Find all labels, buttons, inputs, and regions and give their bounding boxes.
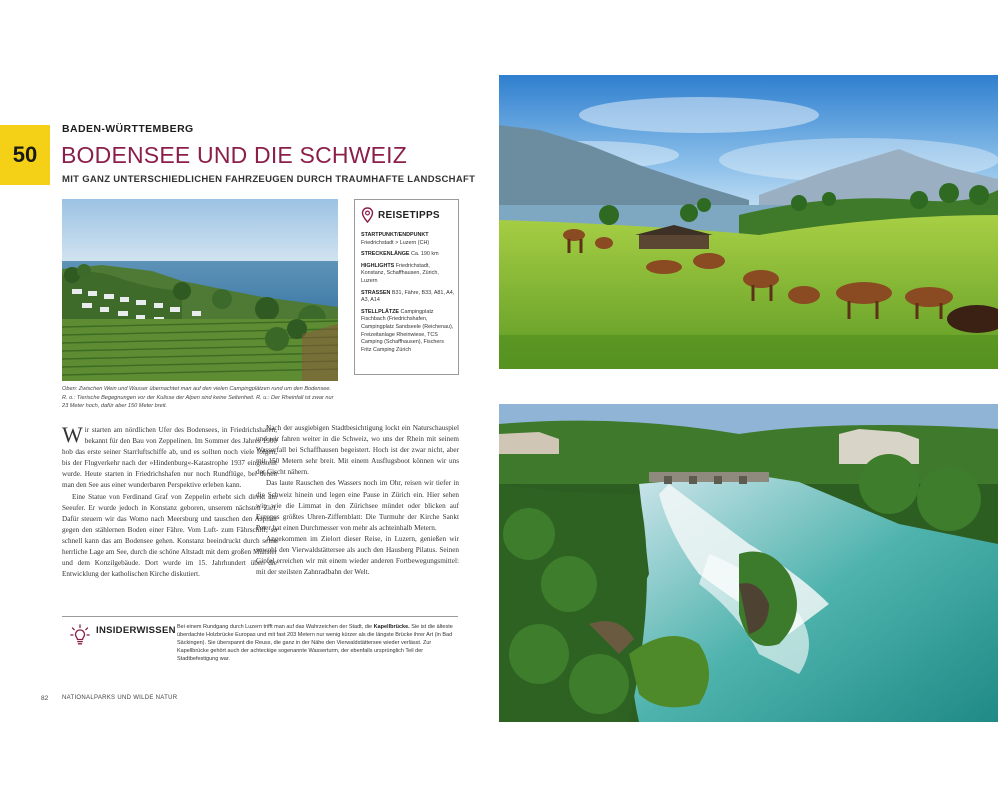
tip-text: B31, Fähre, B33, A81, A4, A3, A14 bbox=[361, 289, 455, 304]
tip-item bbox=[361, 263, 455, 286]
insider-divider bbox=[62, 616, 458, 617]
drop-cap: W bbox=[62, 422, 83, 447]
region-label: BADEN-WÜRTTEMBERG bbox=[62, 123, 194, 135]
section-footer: NATIONALPARKS UND WILDE NATUR bbox=[62, 695, 178, 701]
tip-text: Campingplatz Fischbach (Friedrichshafen, Campingplatz Sandseele (Reichenau), Freizeitanlage Rheinwiese, TCS Camping (Schaffhausen), Fischers Fritz Camping Zürich bbox=[361, 308, 454, 353]
insider-highlight: Kapellbrücke. bbox=[373, 624, 410, 630]
right-page bbox=[499, 75, 1000, 722]
left-page bbox=[0, 75, 499, 722]
tip-text: Friedrichstadt > Luzern (CH) bbox=[361, 239, 430, 246]
body-paragraph: Das laute Rauschen des Wassers noch im Ohr, reisen wir tiefer in die Schweiz hinein und legen eine Pause in Zürich ein. Hier sehen wir, wie die Limmat in den Zürichsee mündet oder blicken auf Europas größtes Uhren-Ziffernblatt: Die Turmuhr der Kirche Sankt Peter hat einen Durchmesser von mehr als achteinhalb Metern. bbox=[256, 479, 459, 532]
tip-label: STARTPUNKT/ENDPUNKT bbox=[361, 232, 429, 238]
body-paragraph: Eine Statue von Ferdinand Graf von Zeppelin erhebt sich direkt am Seeufer. Er wurde jedoch in Konstanz geboren, unserem nächsten Ziel. Dafür steuern wir das Womo nach Meersburg und tauschen den Asphalt gegen den stählernen Boden einer Fähre. Vom Luft- zum Fährschiff, so schnell kann das am Bodensee gehen. Konstanz beeindruckt durch seine herrliche Lage am See, durch die schöne Altstadt mit dem großen Münster und dem Konzilgebäude. Dort wurde im 15. Jahrhundert über die Entwicklung der katholischen Kirche diskutiert. bbox=[62, 492, 277, 579]
lightbulb-icon bbox=[70, 624, 90, 646]
book-spread bbox=[0, 75, 1000, 722]
photo-caption: Oben: Zwischen Wein und Wasser übernachtet man auf den vielen Campingplätzen rund um den Bodensee. R. o.: Tierische Begegnungen vor der Kulisse der Alpen sind keine Seltenheit. R. u.: Der Rheinfall ist zwar nur 23 Meter hoch, dafür aber 150 Meter breit. bbox=[62, 386, 334, 409]
rhine-falls-photo bbox=[499, 404, 998, 722]
insider-text-end: Sie ist die älteste überdachte Holzbrücke Europas und mit fast 203 Metern nur wenig kürzer als die längste Brücke ihrer Art (in Bad Säckingen). Sie überspannt die Reuss, die ganz in der Nähe den Vierwaldstättersee wieder verlässt. Zur Kapellbrücke gehört auch der achteckige sogenannte Wasserturm, der ebenfalls ursprünglich Teil der Stadtbefestigung war. bbox=[177, 624, 453, 663]
tip-label: HIGHLIGHTS bbox=[361, 262, 395, 269]
insider-text-start: Bei einem Rundgang durch Luzern trifft man auf das Wahrzeichen der Stadt, die bbox=[177, 624, 374, 630]
chapter-number: 50 bbox=[12, 142, 38, 167]
tips-header bbox=[361, 207, 440, 223]
campsite-photo bbox=[62, 199, 338, 381]
insider-title: INSIDERWISSEN bbox=[96, 625, 176, 636]
body-text: ir starten am nördlichen Ufer des Bodensees, in Friedrichshafen, bekannt für den Bau von Zeppelinen. Im Sommer des Jahres 1900 hob das erste seiner Starrluftschiffe ab, und es sollten noch viele folgen, bis der Flugverkehr nach der »Hindenburg«-Katastrophe 1937 eingestellt wurde. Heute starten in Friedrichshafen nur noch Rundflüge, bei denen man den See aus einer wunderbaren Perspektive erleben kann. bbox=[62, 426, 277, 490]
tip-item bbox=[361, 309, 455, 355]
body-column-left bbox=[62, 422, 277, 580]
tip-item bbox=[361, 232, 455, 247]
tip-label: STRECKENLÄNGE bbox=[361, 251, 410, 258]
body-column-right bbox=[256, 423, 459, 578]
page-number: 82 bbox=[41, 695, 49, 702]
tips-list bbox=[361, 232, 455, 358]
location-pin-icon bbox=[361, 207, 374, 223]
tip-item bbox=[361, 290, 455, 305]
tip-text: Ca. 190 km bbox=[411, 251, 439, 258]
chapter-number-badge bbox=[0, 125, 50, 185]
alpine-meadow-photo bbox=[499, 75, 998, 369]
page-title: BODENSEE UND DIE SCHWEIZ bbox=[61, 142, 408, 168]
page-subtitle: MIT GANZ UNTERSCHIEDLICHEN FAHRZEUGEN DURCH TRAUMHAFTE LANDSCHAFT bbox=[62, 174, 476, 185]
tip-label: STELLPLÄTZE bbox=[361, 308, 400, 315]
body-paragraph bbox=[62, 422, 277, 492]
tip-label: STRASSEN bbox=[361, 289, 391, 296]
tips-title: REISETIPPS bbox=[378, 209, 440, 221]
insider-text bbox=[177, 623, 459, 663]
tip-item bbox=[361, 251, 455, 259]
tip-text: Friedrichstadt, Konstanz, Schaffhausen, Zürich, Luzern bbox=[361, 262, 439, 284]
body-paragraph: Angekommen im Zielort dieser Reise, in Luzern, genießen wir sowohl den Vierwaldstättersee als auch den Hausberg Pilatus. Seinen Gipfel erreichen wir mit einem wieder anderen Fortbewegungsmittel: mit der steilsten Zahnradbahn der Welt. bbox=[256, 534, 459, 577]
travel-tips-box bbox=[354, 199, 459, 375]
body-paragraph: Nach der ausgiebigen Stadtbesichtigung lockt ein Naturschauspiel und wir fahren weiter in die Schweiz, wo uns der Rhein mit seinem Wasserfall bei Schaffhausen begeistert. Hoch ist der zwar nicht, aber mit 150 Metern sehr breit. Mit einem Ausflugsboot können wir uns der Gischt nähern. bbox=[256, 424, 459, 477]
